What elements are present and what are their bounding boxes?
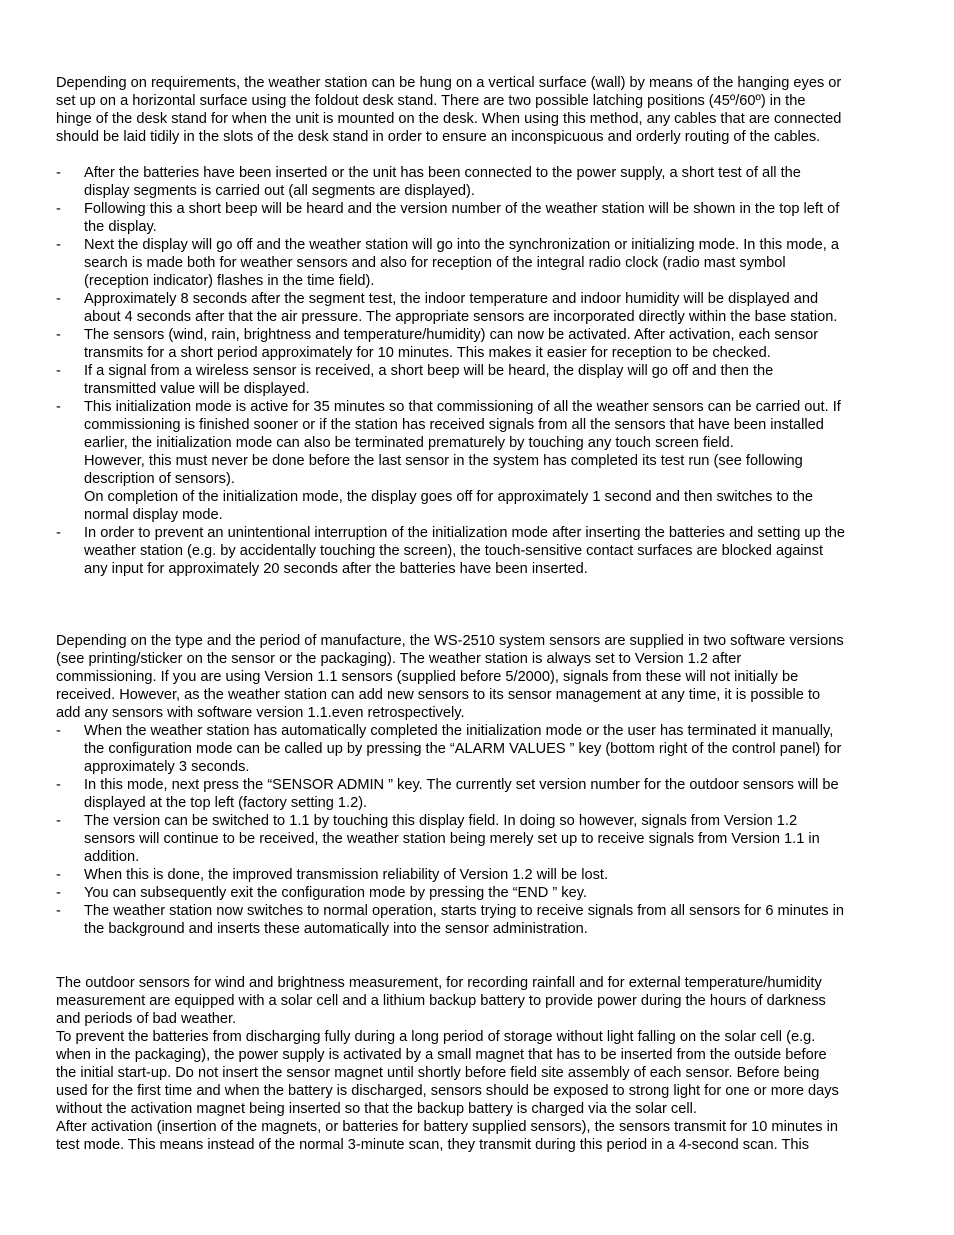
text-line: If a signal from a wireless sensor is received, a short beep will be heard, the display will go off and then the [84, 363, 774, 379]
outdoor-sensors-paragraph [56, 974, 901, 1154]
text-line: display segments is carried out (all segments are displayed). [84, 183, 475, 199]
text-line: description of sensors). [84, 471, 235, 487]
text-line: any input for approximately 20 seconds after the batteries have been inserted. [84, 561, 588, 577]
text-line: about 4 seconds after that the air pressure. The appropriate sensors are incorporated directly within the base station. [84, 309, 838, 325]
list-dash: - [56, 777, 61, 793]
list-dash: - [56, 867, 61, 883]
list-dash: - [56, 165, 61, 181]
text-line: Next the display will go off and the weather station will go into the synchronization or initializing mode. In this mode, a [84, 237, 839, 253]
list-item [56, 902, 901, 938]
text-line: the initial start-up. Do not insert the sensor magnet until shortly before field site assembly of each sensor. Before being [56, 1065, 820, 1081]
list-item [56, 776, 901, 812]
list-dash: - [56, 327, 61, 343]
text-line: The weather station now switches to normal operation, starts trying to receive signals from all sensors for 6 minutes in [84, 903, 845, 919]
text-line: commissioning. If you are using Version 1.1 sensors (supplied before 5/2000), signals from these will not initially be [56, 669, 799, 685]
text-line: set up on a horizontal surface using the foldout desk stand. There are two possible latching positions (45º/60º) in the [56, 93, 806, 109]
text-line: the background and inserts these automatically into the sensor administration. [84, 921, 588, 937]
list-item [56, 398, 901, 524]
list-item [56, 812, 901, 866]
text-line: commissioning is finished sooner or if the station has received signals from all the sensors that have been installed [84, 417, 824, 433]
list-dash: - [56, 363, 61, 379]
text-line: test mode. This means instead of the normal 3-minute scan, they transmit during this period in a 4-second scan. This [56, 1137, 810, 1153]
list-dash: - [56, 885, 61, 901]
text-line: You can subsequently exit the configuration mode by pressing the “END ” key. [84, 885, 587, 901]
text-line: The version can be switched to 1.1 by touching this display field. In doing so however, signals from Version 1.2 [84, 813, 798, 829]
sensor-version-paragraph [56, 632, 901, 722]
text-line: approximately 3 seconds. [84, 759, 250, 775]
text-line: Depending on the type and the period of manufacture, the WS-2510 system sensors are supplied in two software versions [56, 633, 844, 649]
text-line: After the batteries have been inserted or the unit has been connected to the power supply, a short test of all the [84, 165, 801, 181]
text-line: To prevent the batteries from discharging fully during a long period of storage without light falling on the solar cell (e.g. [56, 1029, 816, 1045]
text-line: (reception indicator) flashes in the time field). [84, 273, 375, 289]
list-item [56, 290, 901, 326]
text-line: transmitted value will be displayed. [84, 381, 310, 397]
list-dash: - [56, 237, 61, 253]
text-line: add any sensors with software version 1.1.even retrospectively. [56, 705, 465, 721]
list-item [56, 236, 901, 290]
text-line: when in the packaging), the power supply is activated by a small magnet that has to be inserted from the outside before [56, 1047, 827, 1063]
list-dash: - [56, 291, 61, 307]
text-line: Approximately 8 seconds after the segment test, the indoor temperature and indoor humidity will be displayed and [84, 291, 819, 307]
text-line: When this is done, the improved transmission reliability of Version 1.2 will be lost. [84, 867, 608, 883]
text-line: Depending on requirements, the weather station can be hung on a vertical surface (wall) by means of the hanging eyes or [56, 75, 842, 91]
configuration-steps-list [56, 722, 901, 938]
text-line: earlier, the initialization mode can also be terminated prematurely by touching any touch screen field. [84, 435, 734, 451]
list-item [56, 164, 901, 200]
list-dash: - [56, 399, 61, 415]
text-line: This initialization mode is active for 35 minutes so that commissioning of all the weather sensors can be carried out. If [84, 399, 841, 415]
text-line: the display. [84, 219, 157, 235]
startup-steps-list [56, 164, 901, 578]
text-line: The outdoor sensors for wind and brightness measurement, for recording rainfall and for external temperature/humidity [56, 975, 822, 991]
list-dash: - [56, 903, 61, 919]
list-item [56, 200, 901, 236]
text-line: sensors will continue to be received, the weather station being merely set up to receive signals from Version 1.1 in [84, 831, 820, 847]
text-line: should be laid tidily in the slots of the desk stand in order to ensure an inconspicuous and orderly routing of the cables. [56, 129, 821, 145]
list-dash: - [56, 723, 61, 739]
list-dash: - [56, 525, 61, 541]
text-line: and periods of bad weather. [56, 1011, 237, 1027]
text-line: hinge of the desk stand for when the unit is mounted on the desk. When using this method, any cables that are connected [56, 111, 842, 127]
list-item [56, 884, 901, 902]
text-line: displayed at the top left (factory setting 1.2). [84, 795, 368, 811]
text-line: the configuration mode can be called up by pressing the “ALARM VALUES ” key (bottom right of the control panel) for [84, 741, 842, 757]
text-line: In this mode, next press the “SENSOR ADMIN ” key. The currently set version number for the outdoor sensors will be [84, 777, 839, 793]
text-line: received. However, as the weather station can add new sensors to its sensor management at any time, it is possible to [56, 687, 821, 703]
text-line: without the activation magnet being inserted so that the backup battery is charged via the solar cell. [56, 1101, 697, 1117]
list-item [56, 326, 901, 362]
list-dash: - [56, 813, 61, 829]
list-item [56, 362, 901, 398]
text-line: used for the first time and when the battery is discharged, sensors should be exposed to strong light for one or more days [56, 1083, 839, 1099]
text-line: On completion of the initialization mode, the display goes off for approximately 1 second and then switches to the [84, 489, 814, 505]
list-item [56, 866, 901, 884]
text-line: measurement are equipped with a solar cell and a lithium backup battery to provide power during the hours of darkness [56, 993, 826, 1009]
document-page [56, 74, 901, 1154]
text-line: When the weather station has automatically completed the initialization mode or the user has terminated it manually, [84, 723, 834, 739]
text-line: (see printing/sticker on the sensor or the packaging). The weather station is always set to Version 1.2 after [56, 651, 742, 667]
text-line: The sensors (wind, rain, brightness and temperature/humidity) can now be activated. After activation, each sensor [84, 327, 819, 343]
text-line: search is made both for weather sensors and also for reception of the integral radio clock (radio mast symbol [84, 255, 786, 271]
text-line: In order to prevent an unintentional interruption of the initialization mode after inserting the batteries and setting up the [84, 525, 845, 541]
text-line: However, this must never be done before the last sensor in the system has completed its test run (see following [84, 453, 803, 469]
mounting-paragraph [56, 74, 901, 146]
list-item [56, 722, 901, 776]
text-line: After activation (insertion of the magnets, or batteries for battery supplied sensors), the sensors transmit for 10 minutes in [56, 1119, 838, 1135]
text-line: addition. [84, 849, 140, 865]
list-dash: - [56, 201, 61, 217]
text-line: normal display mode. [84, 507, 223, 523]
list-item [56, 524, 901, 578]
text-line: transmits for a short period approximately for 10 minutes. This makes it easier for reception to be checked. [84, 345, 771, 361]
text-line: Following this a short beep will be heard and the version number of the weather station will be shown in the top left of [84, 201, 840, 217]
text-line: weather station (e.g. by accidentally touching the screen), the touch-sensitive contact surfaces are blocked against [84, 543, 824, 559]
